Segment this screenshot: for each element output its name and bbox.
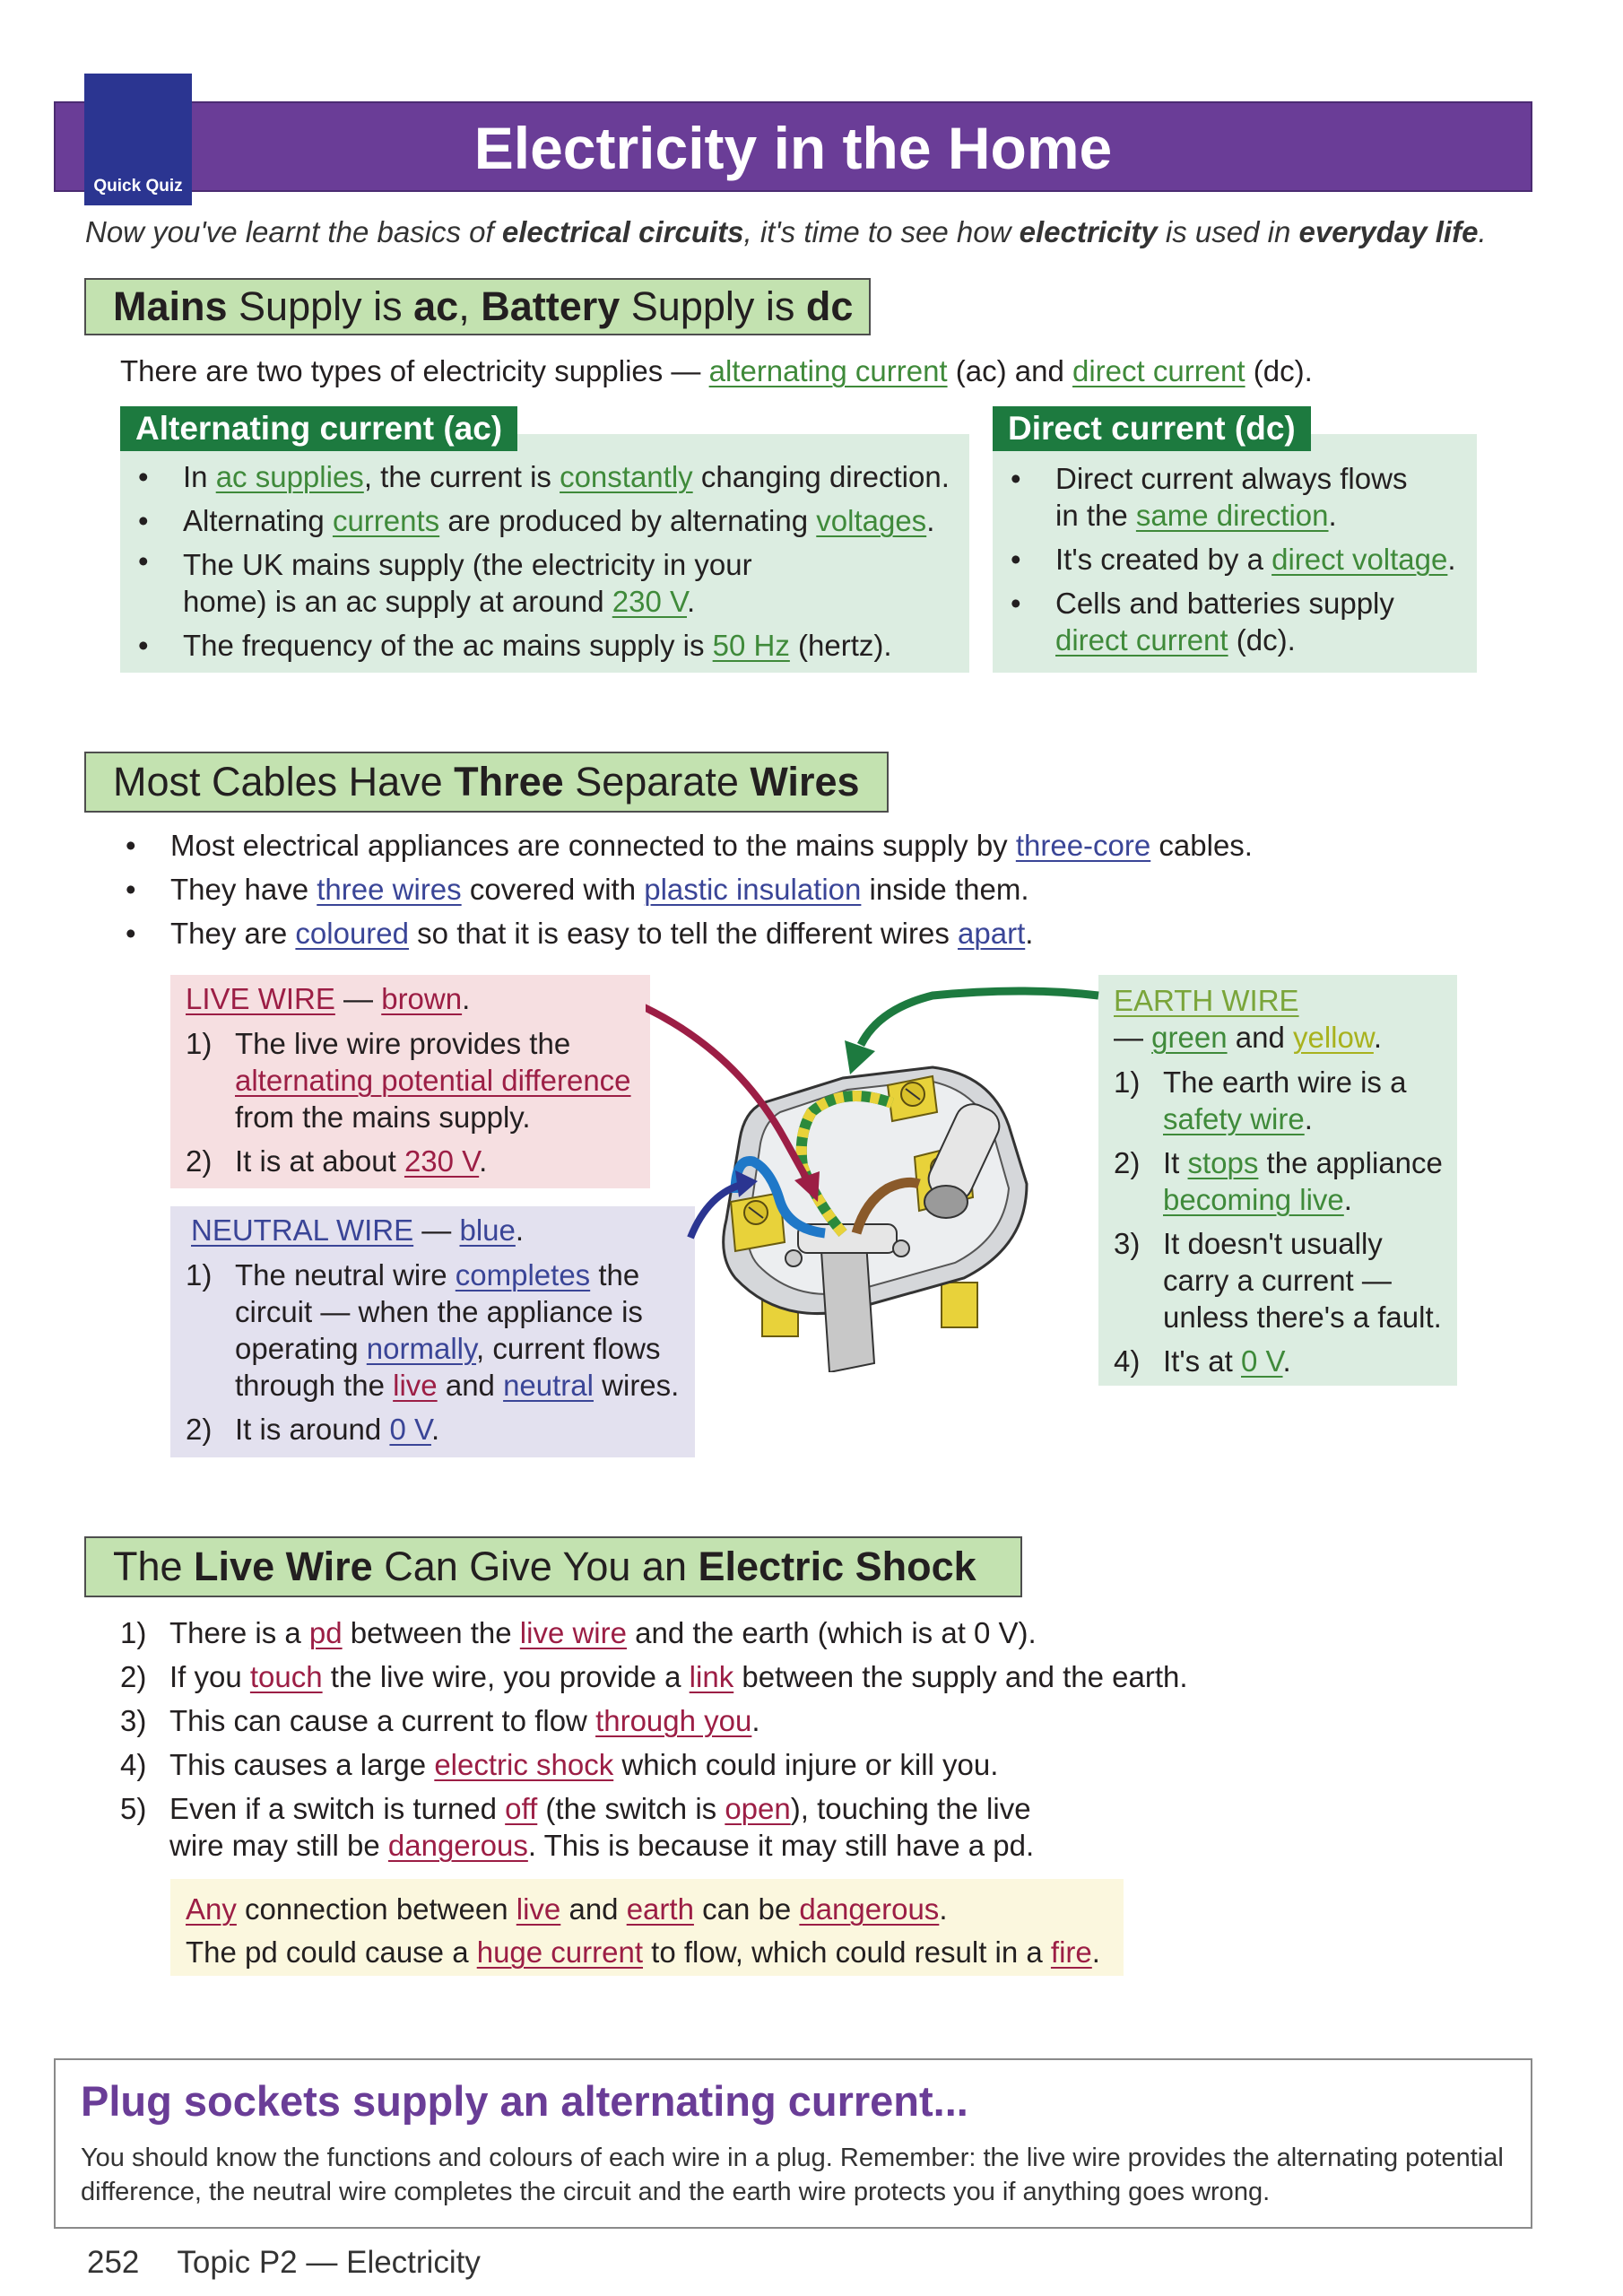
list-item: 1) The live wire provides the alternating potential difference from the mains supply.	[186, 1027, 631, 1134]
list-item: 1) There is a pd between the live wire and the earth (which is at 0 V).	[120, 1616, 1037, 1649]
live-wire-title: LIVE WIRE — brown.	[186, 982, 471, 1015]
list-item: 3) It doesn't usually carry a current — unless there's a fault.	[1114, 1227, 1442, 1334]
list-item: 4) This causes a large electric shock which could injure or kill you.	[120, 1748, 999, 1781]
summary-box	[54, 2058, 1532, 2229]
list-item: 2) It is around 0 V.	[186, 1413, 440, 1446]
earth-wire-box	[1098, 975, 1457, 1386]
shock-steps-list	[120, 1614, 1465, 1871]
list-item: • It's created by a direct voltage.	[993, 541, 1468, 578]
quick-quiz-label: Quick Quiz	[93, 177, 183, 196]
summary-text: You should know the functions and colours of each wire in a plug. Remember: the live wire provides the alternating potential difference, the neutral wire completes the circuit and the earth wire protects you if anything goes wrong.	[81, 2144, 1504, 2206]
list-item: 4) It's at 0 V.	[1114, 1344, 1291, 1378]
live-wire-box	[170, 975, 650, 1188]
list-item: • They have three wires covered with plastic insulation inside them.	[108, 867, 1453, 911]
list-item: • The UK mains supply (the electricity in your home) is an ac supply at around 230 V.	[120, 543, 963, 623]
neutral-wire-title: NEUTRAL WIRE — blue.	[191, 1213, 525, 1247]
summary-title: Plug sockets supply an alternating current...	[81, 2077, 968, 2125]
section-heading-three-wires: Most Cables Have Three Separate Wires	[84, 752, 889, 813]
list-item: • Most electrical appliances are connected to the mains supply by three-core cables.	[108, 823, 1453, 867]
list-item: 1) The earth wire is a safety wire.	[1114, 1065, 1407, 1135]
quick-quiz-tab[interactable]	[84, 74, 192, 205]
page-number: 252	[87, 2245, 140, 2280]
title-banner	[54, 101, 1532, 192]
live-wire-facts	[186, 1025, 643, 1187]
danger-note-box	[170, 1879, 1124, 1976]
earth-wire-title: EARTH WIRE — green and yellow.	[1114, 984, 1383, 1054]
list-item: • Cells and batteries supply direct current (dc).	[993, 585, 1468, 658]
cables-bullet-list	[108, 823, 1453, 955]
neutral-wire-box	[170, 1206, 695, 1457]
supply-types-intro: There are two types of electricity supplies — alternating current (ac) and direct current (dc).	[120, 354, 1313, 387]
page-title: Electricity in the Home	[473, 115, 1113, 181]
list-item: 1) The neutral wire completes the circuit — when the appliance is operating normally, current flows through the live and neutral wires.	[186, 1258, 680, 1402]
section-heading-mains-supply: Mains Supply is ac, Battery Supply is dc	[84, 278, 871, 335]
earth-wire-facts	[1114, 1064, 1454, 1387]
list-item: 3) This can cause a current to flow through you.	[120, 1704, 760, 1737]
dc-box-label: Direct current (dc)	[993, 406, 1311, 451]
intro-text: Now you've learnt the basics of electrical circuits, it's time to see how electricity is used in everyday life.	[85, 215, 1487, 248]
dc-bullet-list	[993, 460, 1468, 658]
page-footer	[87, 2245, 481, 2281]
list-item: • They are coloured so that it is easy to tell the different wires apart.	[108, 911, 1453, 955]
list-item: 2) If you touch the live wire, you provide a link between the supply and the earth.	[120, 1660, 1188, 1693]
danger-note-text: Any connection between live and earth can be dangerous. The pd could cause a huge current to flow, which could result in a fire.	[186, 1892, 1100, 1969]
topic-label: Topic P2 — Electricity	[177, 2245, 481, 2280]
ac-box-label: Alternating current (ac)	[120, 406, 517, 451]
three-pin-plug-icon	[646, 969, 1112, 1372]
list-item: • In ac supplies, the current is constantly changing direction.	[120, 455, 963, 499]
ac-bullet-list	[120, 455, 963, 667]
list-item: 2) It stops the appliance becoming live.	[1114, 1146, 1443, 1216]
list-item: • Direct current always flows in the same direction.	[993, 460, 1468, 534]
list-item: • The frequency of the ac mains supply is 50 Hz (hertz).	[120, 623, 963, 667]
list-item: 2) It is at about 230 V.	[186, 1144, 488, 1178]
list-item: 5) Even if a switch is turned off (the switch is open), touching the live wire may still be dangerous. This is because it may still have a pd.	[120, 1792, 1035, 1862]
section-heading-electric-shock: The Live Wire Can Give You an Electric Shock	[84, 1536, 1022, 1597]
list-item: • Alternating currents are produced by alternating voltages.	[120, 499, 963, 543]
neutral-wire-facts	[186, 1257, 688, 1455]
